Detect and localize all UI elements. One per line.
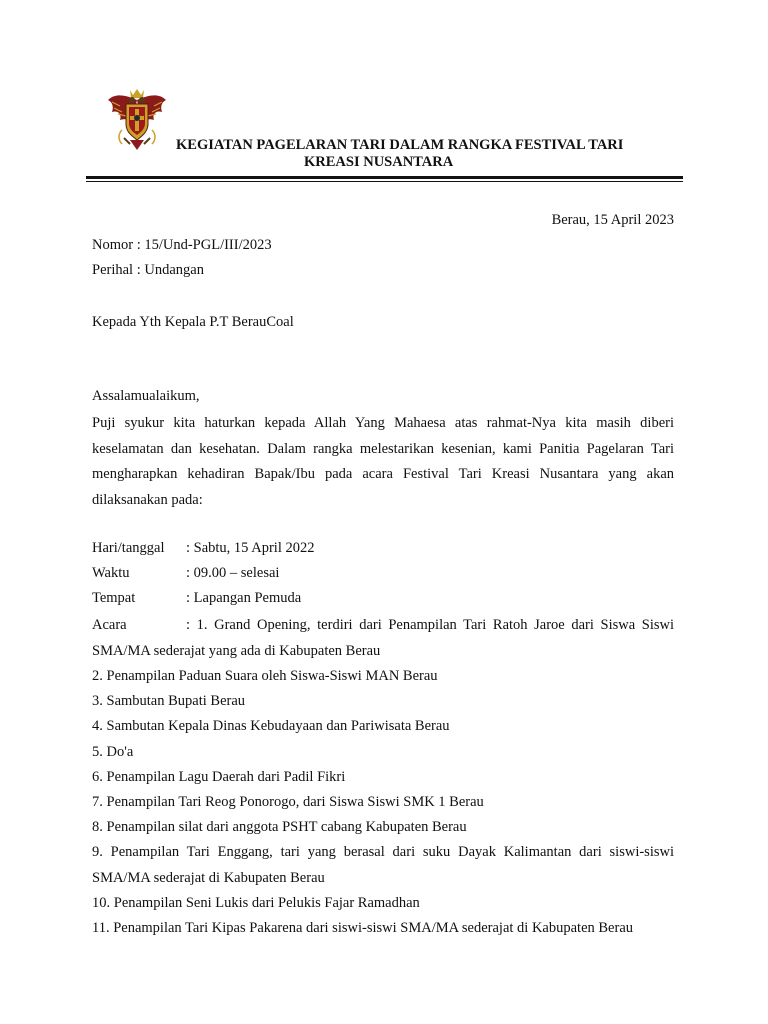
- header-divider-thin: [86, 181, 683, 182]
- letter-greeting: Assalamualaikum,: [92, 388, 200, 404]
- letter-recipient: Kepada Yth Kepala P.T BerauCoal: [92, 314, 294, 330]
- detail-label-place: Tempat: [92, 590, 136, 606]
- list-item: 4. Sambutan Kepala Dinas Kebudayaan dan Pariwisata Berau: [92, 718, 450, 735]
- detail-value-agenda: : 1. Grand Opening, terdiri dari Penampilan Tari Ratoh Jaroe dari Siswa Siswi SMA/MA sederajat yang ada di Kabupaten Berau: [92, 617, 674, 659]
- document-title: [176, 137, 676, 171]
- detail-label-agenda: Acara: [92, 617, 127, 633]
- detail-value-date: : Sabtu, 15 April 2022: [186, 540, 315, 556]
- letter-number: Nomor : 15/Und-PGL/III/2023: [92, 237, 272, 253]
- detail-row-place: [92, 588, 301, 608]
- list-item: 7. Penampilan Tari Reog Ponorogo, dari Siswa Siswi SMK 1 Berau: [92, 794, 484, 811]
- detail-label-time: Waktu: [92, 565, 130, 581]
- agenda-list: [92, 664, 674, 941]
- letter-date: Berau, 15 April 2023: [551, 212, 674, 228]
- detail-value-time: : 09.00 – selesai: [186, 565, 280, 581]
- garuda-emblem-icon: [106, 86, 168, 152]
- title-line-1: KEGIATAN PAGELARAN TARI DALAM RANGKA FESTIVAL TARI: [176, 137, 624, 153]
- detail-row-agenda: [92, 613, 674, 664]
- title-line-2: KREASI NUSANTARA: [304, 154, 454, 170]
- list-item: 8. Penampilan silat dari anggota PSHT cabang Kabupaten Berau: [92, 819, 467, 836]
- letter-body-paragraph: Puji syukur kita haturkan kepada Allah Yang Mahaesa atas rahmat-Nya kita masih diberi keselamatan dan kesehatan. Dalam rangka melestarikan kesenian, kami Panitia Pagelaran Tari mengharapkan kehadiran Bapak/Ibu pada acara Festival Tari Kreasi Nusantara yang akan dilaksanakan pada:: [92, 415, 674, 508]
- detail-label-date: Hari/tanggal: [92, 540, 165, 556]
- letter-subject: Perihal : Undangan: [92, 262, 204, 278]
- list-item: 6. Penampilan Lagu Daerah dari Padil Fikri: [92, 768, 346, 785]
- header-divider-thick: [86, 176, 683, 179]
- list-item: 3. Sambutan Bupati Berau: [92, 693, 246, 710]
- list-item: 2. Penampilan Paduan Suara oleh Siswa-Siswi MAN Berau: [92, 668, 438, 684]
- detail-value-place: : Lapangan Pemuda: [186, 590, 302, 606]
- list-item: 9. Penampilan Tari Enggang, tari yang berasal dari suku Dayak Kalimantan dari siswi-siswi SMA/MA sederajat di Kabupaten Berau: [92, 844, 674, 886]
- list-item: 11. Penampilan Tari Kipas Pakarena dari siswi-siswi SMA/MA sederajat di Kabupaten Berau: [92, 920, 634, 937]
- list-item: 10. Penampilan Seni Lukis dari Pelukis Fajar Ramadhan: [92, 894, 420, 911]
- detail-row-date: [92, 538, 315, 558]
- detail-row-time: [92, 563, 279, 583]
- list-item: 5. Do'a: [92, 743, 134, 760]
